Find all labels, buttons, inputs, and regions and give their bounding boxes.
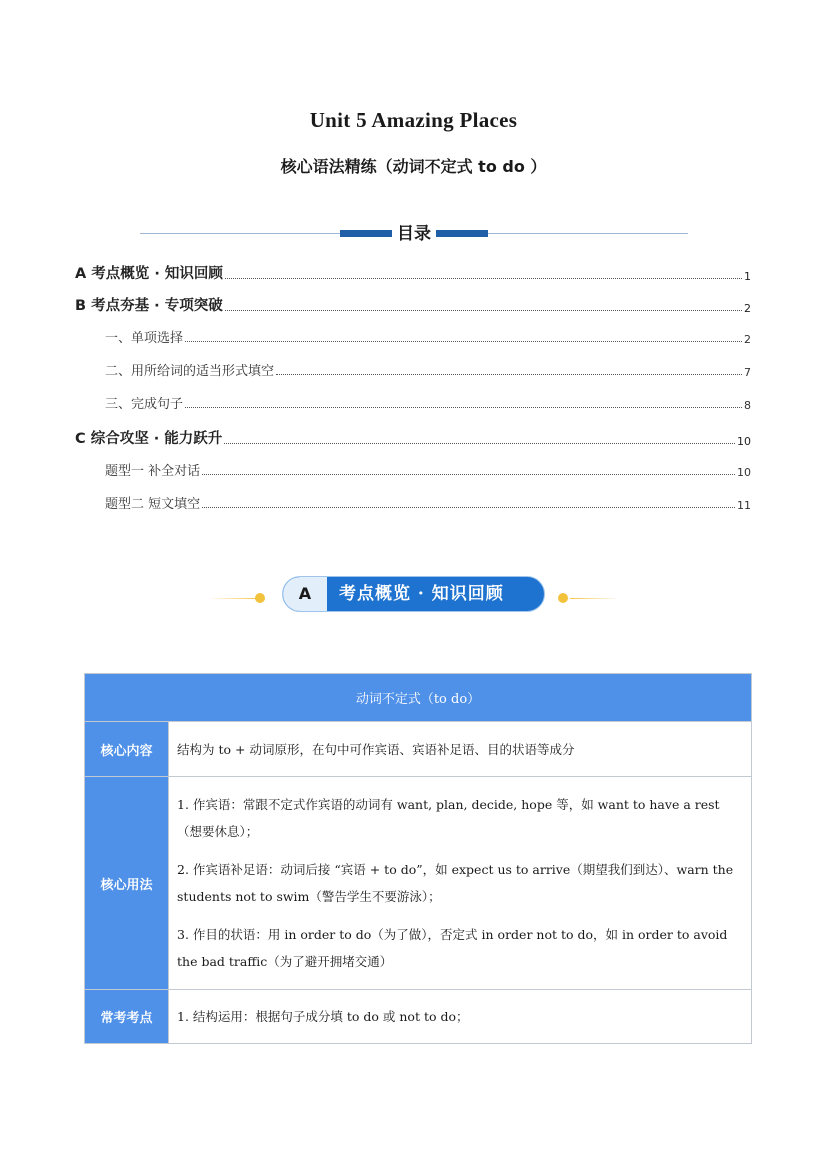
row-line: 3. 作目的状语：用 in order to do（为了做），否定式 in order not to do，如 in order to avoid the bad traffic（为了避开拥堵交通） <box>177 927 728 969</box>
table-row <box>85 777 752 990</box>
toc-divider-right <box>488 233 688 234</box>
toc-leader-dots <box>224 442 735 444</box>
toc-page-number: 7 <box>744 366 751 379</box>
toc-entry-a[interactable] <box>75 262 751 283</box>
toc-divider-left <box>140 233 340 234</box>
toc-bar-left <box>340 230 392 237</box>
row-value <box>169 722 752 777</box>
banner-dot-right <box>558 593 568 603</box>
toc-page-number: 1 <box>744 270 751 283</box>
toc-entry-c2[interactable] <box>105 493 751 512</box>
toc-page-number: 2 <box>744 333 751 346</box>
table-row <box>85 990 752 1044</box>
toc-entry-text: 一、单项选择 <box>105 331 184 346</box>
toc-leader-dots <box>202 506 735 508</box>
toc-entry-text: 二、用所给词的适当形式填空 <box>105 364 275 379</box>
table-header-row <box>85 674 752 722</box>
toc-leader-dots <box>185 406 742 408</box>
toc-heading-banner <box>140 218 688 246</box>
toc-page-number: 8 <box>744 399 751 412</box>
toc-entry-b2[interactable] <box>105 360 751 379</box>
table-header: 动词不定式（to do） <box>85 674 752 722</box>
toc-page-number: 10 <box>737 466 751 479</box>
toc-leader-dots <box>225 277 742 279</box>
toc-page-number: 2 <box>744 302 751 315</box>
toc-entry-text: B 考点夯基 · 专项突破 <box>75 298 223 314</box>
toc-entry-b3[interactable] <box>105 393 751 412</box>
section-a-banner <box>208 574 620 614</box>
row-key: 核心内容 <box>85 722 169 777</box>
row-line: 1. 作宾语：常跟不定式作宾语的动词有 want, plan, decide, hope 等，如 want to have a rest（想要休息）； <box>177 797 720 839</box>
banner-wing-left <box>208 598 258 599</box>
row-line: 1. 结构运用：根据句子成分填 to do 或 not to do； <box>177 1009 469 1024</box>
toc-bar-right <box>436 230 488 237</box>
toc-entry-text: A 考点概览 · 知识回顾 <box>75 266 223 282</box>
row-key: 常考考点 <box>85 990 169 1044</box>
toc-leader-dots <box>276 373 742 375</box>
toc-entry-b[interactable] <box>75 294 751 315</box>
row-key: 核心用法 <box>85 777 169 990</box>
row-line: 结构为 to + 动词原形，在句中可作宾语、宾语补足语、目的状语等成分 <box>177 741 575 757</box>
section-letter: A <box>283 577 327 611</box>
toc-leader-dots <box>185 340 742 342</box>
document-subtitle: 核心语法精练（动词不定式 to do ） <box>280 157 547 176</box>
toc-entry-text: 题型一 补全对话 <box>105 464 201 479</box>
toc-entry-text: 题型二 短文填空 <box>105 497 201 512</box>
toc-heading: 目录 <box>397 224 431 244</box>
toc-entry-c1[interactable] <box>105 460 751 479</box>
row-line: 2. 作宾语补足语：动词后接 “宾语 + to do”，如 expect us to arrive（期望我们到达）、warn the students not to swim（警告学生不要游泳）； <box>177 862 734 904</box>
toc-page-number: 10 <box>737 435 751 448</box>
toc-entry-b1[interactable] <box>105 327 751 346</box>
toc-entry-text: C 综合攻坚 · 能力跃升 <box>75 431 223 447</box>
row-value <box>169 990 752 1044</box>
document-title: Unit 5 Amazing Places <box>309 108 518 132</box>
banner-wing-right <box>570 598 620 599</box>
toc-entry-text: 三、完成句子 <box>105 397 184 412</box>
row-value <box>169 777 752 990</box>
section-title: 考点概览 · 知识回顾 <box>339 584 504 604</box>
toc-leader-dots <box>202 473 735 475</box>
toc-leader-dots <box>225 309 742 311</box>
grammar-table <box>84 673 752 1044</box>
toc-entry-c[interactable] <box>75 427 751 448</box>
table-row <box>85 722 752 777</box>
banner-dot-left <box>255 593 265 603</box>
section-a-pill <box>282 576 545 612</box>
toc-page-number: 11 <box>737 499 751 512</box>
